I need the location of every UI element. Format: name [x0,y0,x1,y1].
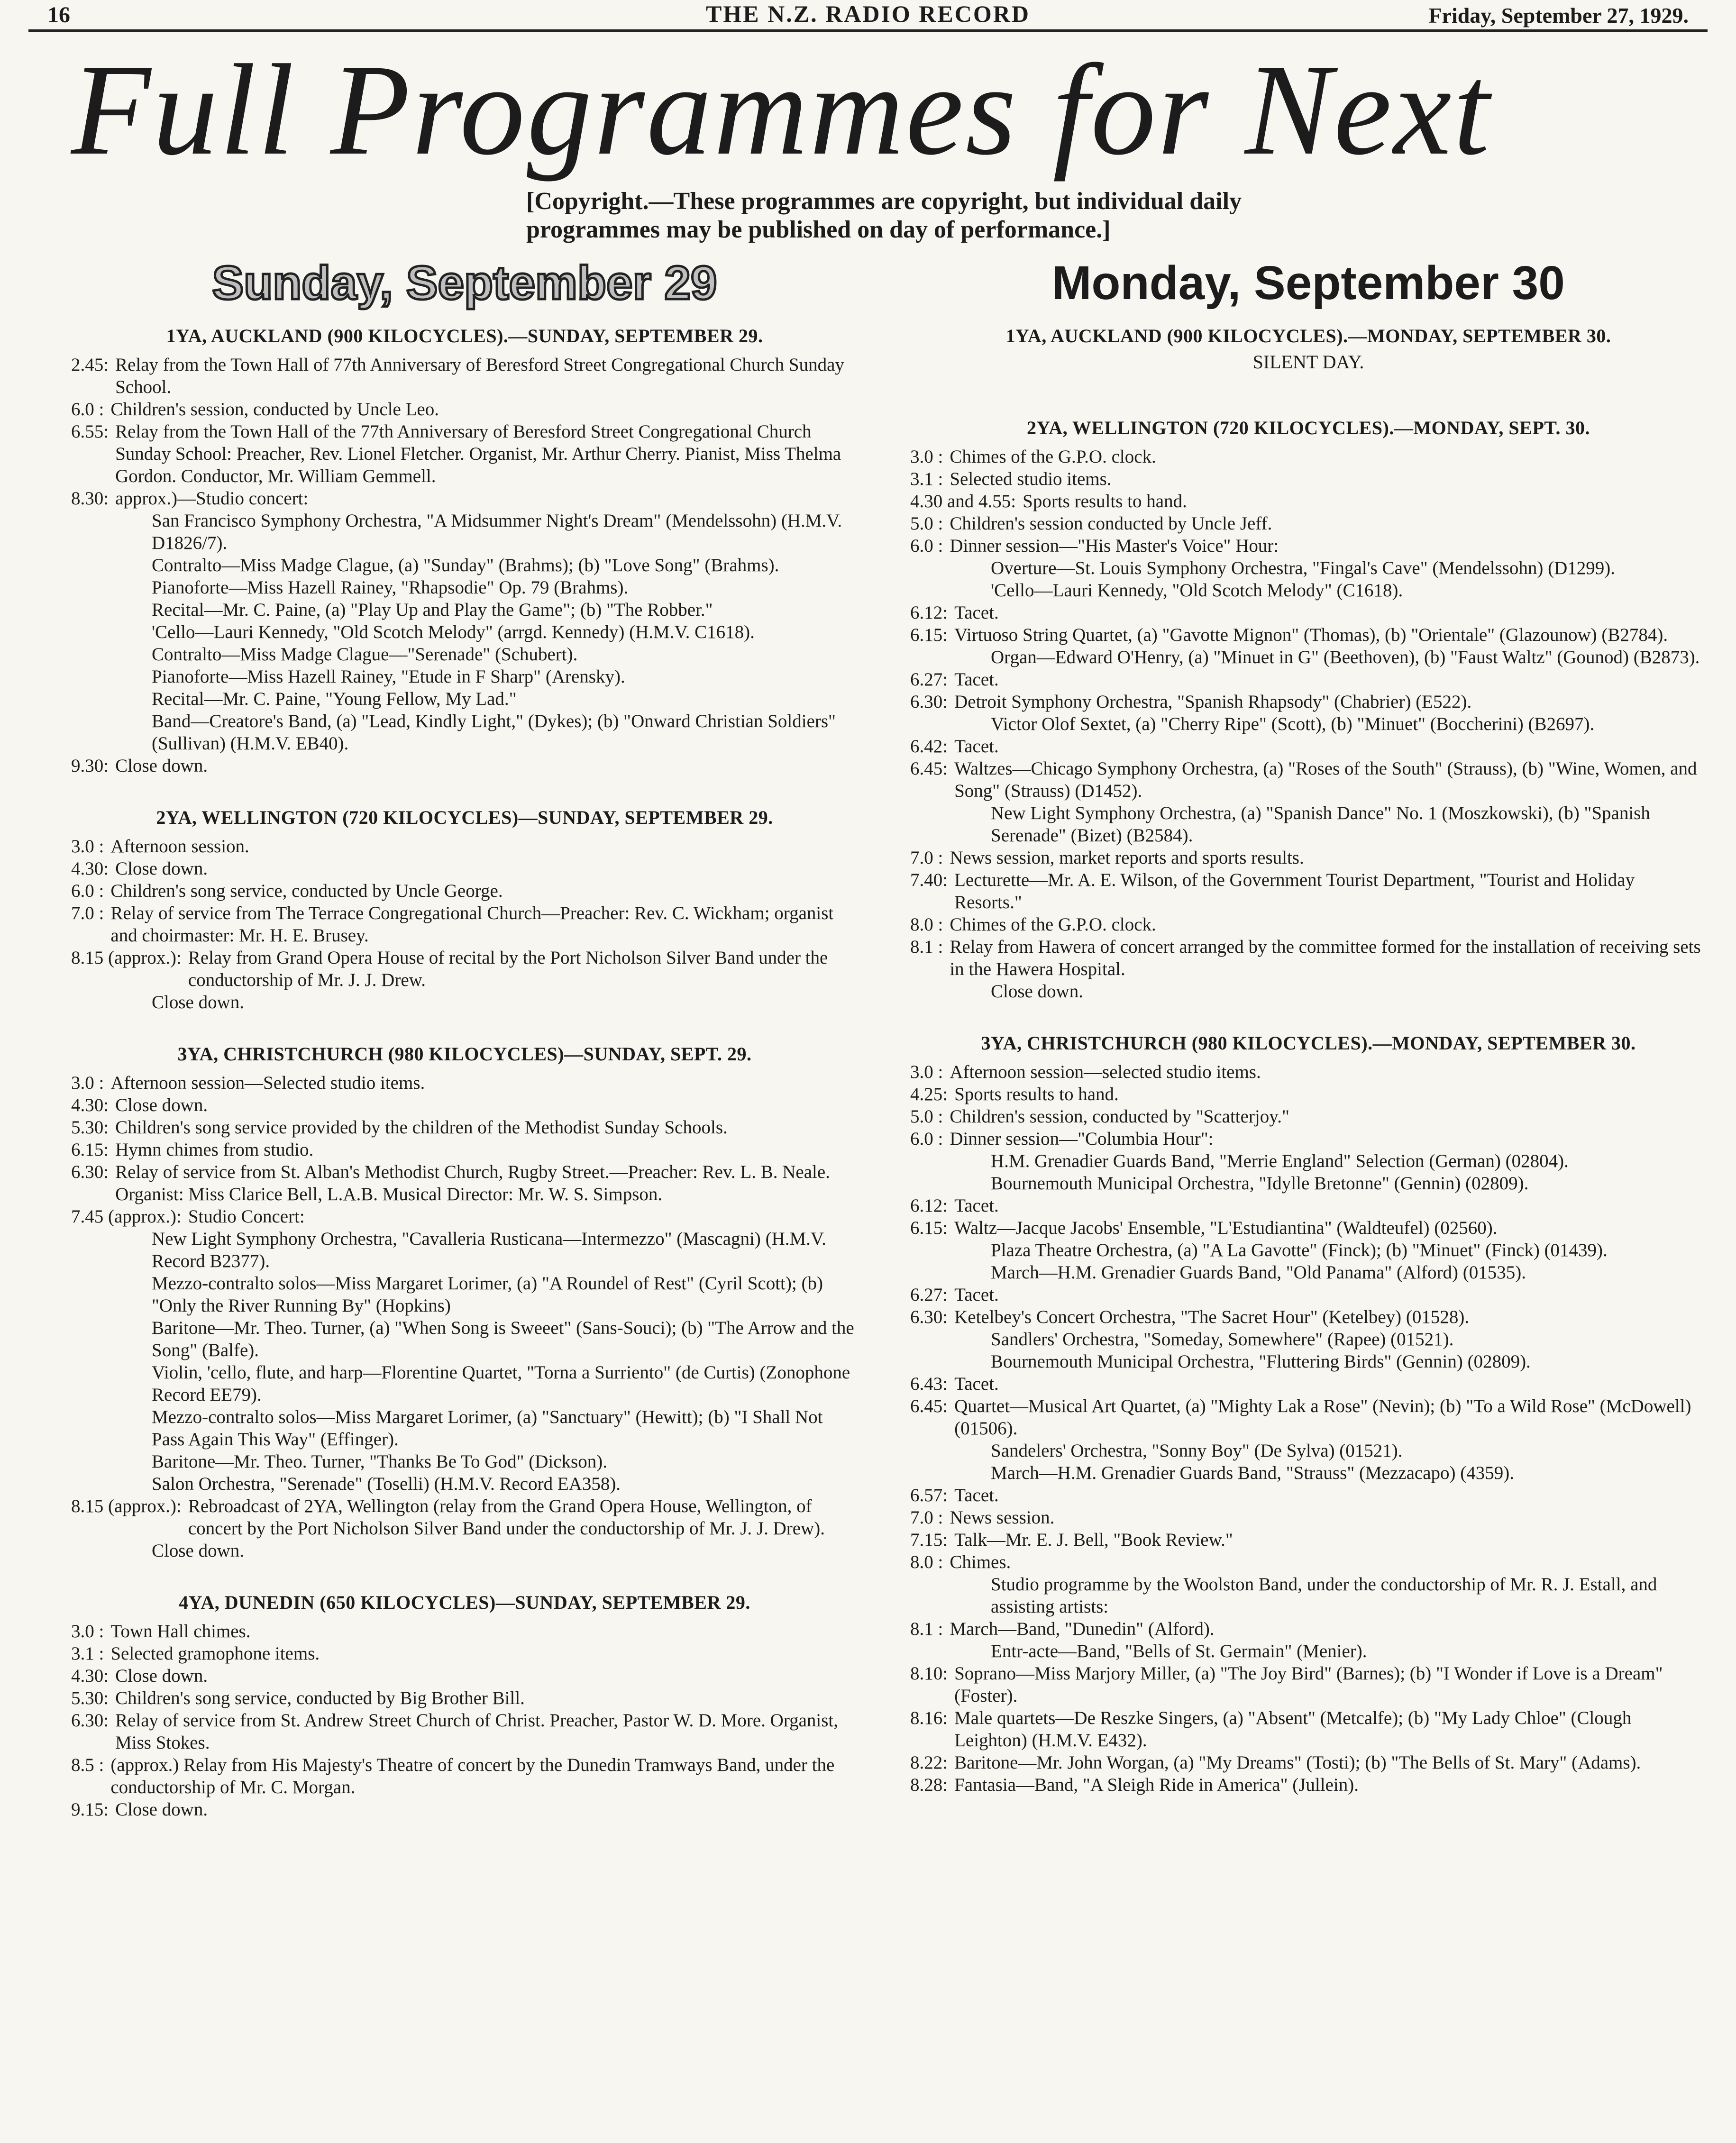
entry-time: 7.0 : [71,903,104,923]
programme-entry [71,880,858,902]
entry-time: 8.30: [71,488,109,509]
programme-entry [910,1484,1707,1506]
entry-text: Relay from the Town Hall of the 77th Anniversary of Beresford Street Congregational Church Sunday School: Preacher, Rev. Lionel Fletcher. Organist, Mr. Arthur Cherry. Pianist, Miss Thelma Gordon. Conductor, Mr. William Gemmell. [115,421,841,486]
entry-time: 5.0 : [910,513,943,534]
entry-time: 8.5 : [71,1755,104,1775]
entry-text: Lecturette—Mr. A. E. Wilson, of the Government Tourist Department, "Tourist and Holiday Resorts." [954,870,1635,912]
entry-text: News session, market reports and sports results. [950,848,1304,868]
station-heading: 2YA, WELLINGTON (720 KILOCYCLES)—SUNDAY, SEPTEMBER 29. [156,807,773,828]
station-heading: 3YA, CHRISTCHURCH (980 KILOCYCLES)—SUNDAY, SEPT. 29. [177,1043,752,1065]
programme-entry [910,913,1707,936]
entry-text: Afternoon session—Selected studio items. [110,1073,425,1093]
entry-time: 8.28: [910,1775,948,1795]
programme-entry [71,1754,858,1798]
programme-entry [910,757,1707,802]
entry-time: 8.22: [910,1752,948,1773]
entry-time: 8.15 (approx.): [71,1496,182,1516]
sunday-stations [71,325,858,1821]
programme-entry [71,1687,858,1709]
programme-item: Contralto—Miss Madge Clague, (a) "Sunday" (Brahms); (b) "Love Song" (Brahms). [152,555,779,575]
entry-time: 6.0 : [910,1129,943,1149]
programme-entry [71,1139,858,1161]
entry-time: 6.30: [910,692,948,712]
entry-time: 3.0 : [71,1621,104,1641]
section-spacer [71,1562,858,1585]
programme-item: Pianoforte—Miss Hazell Rainey, "Etude in F Sharp" (Arensky). [152,666,625,687]
programme-entry [71,857,858,880]
entry-text: Ketelbey's Concert Orchestra, "The Sacret Hour" (Ketelbey) (01528). [954,1307,1470,1327]
programme-entry [71,1094,858,1116]
entry-time: 6.15: [910,1218,948,1238]
programme-item: Studio programme by the Woolston Band, under the conductorship of Mr. R. J. Estall, and assisting artists: [991,1574,1657,1617]
programme-entry [910,1506,1707,1529]
programme-item: March—H.M. Grenadier Guards Band, "Old Panama" (Alford) (01535). [991,1262,1526,1283]
programme-entry [910,1395,1707,1440]
entry-time: 3.0 : [910,447,943,467]
programme-entry [71,487,858,510]
entry-text: Children's session, conducted by "Scatterjoy." [950,1106,1289,1127]
programme-item: H.M. Grenadier Guards Band, "Merrie England" Selection (German) (02804). [991,1151,1569,1171]
programme-item: Victor Olof Sextet, (a) "Cherry Ripe" (Scott), (b) "Minuet" (Boccherini) (B2697). [991,714,1595,734]
programme-entry [71,1072,858,1094]
programme-item: Salon Orchestra, "Serenade" (Toselli) (H.M.V. Record EA358). [152,1474,621,1494]
programme-entry [71,1798,858,1821]
programme-entry [910,1551,1707,1573]
station-note: SILENT DAY. [1252,351,1364,373]
entry-time: 6.42: [910,736,948,757]
programme-item: Recital—Mr. C. Paine, (a) "Play Up and Play the Game"; (b) "The Robber." [152,600,713,620]
entry-time: 6.27: [910,669,948,690]
entry-text: Close down. [115,1799,208,1820]
entry-text: Close down. [115,756,208,776]
entry-time: 4.30: [71,858,109,879]
programme-entry [910,1083,1707,1105]
programme-item: Organ—Edward O'Henry, (a) "Minuet in G" (Beethoven), (b) "Faust Waltz" (Gounod) (B2873). [991,647,1700,667]
programme-item: Overture—St. Louis Symphony Orchestra, "Fingal's Cave" (Mendelssohn) (D1299). [991,558,1616,578]
entry-text: Virtuoso String Quartet, (a) "Gavotte Mignon" (Thomas), (b) "Orientale" (Glazounow) (B2784). [954,625,1668,645]
entry-text: Tacet. [954,736,999,757]
entry-time: 6.30: [910,1307,948,1327]
entry-time: 2.45: [71,355,109,375]
entry-text: Relay from the Town Hall of 77th Anniversary of Beresford Street Congregational Church Sunday School. [115,355,844,397]
programme-item: Bournemouth Municipal Orchestra, "Idylle Bretonne" (Gennin) (02809). [991,1173,1529,1194]
programme-item: Sandlers' Orchestra, "Someday, Somewhere" (Rapee) (01521). [991,1329,1454,1350]
section-spacer [910,387,1707,410]
entry-time: 7.15: [910,1530,948,1550]
programme-item: Plaza Theatre Orchestra, (a) "A La Gavotte" (Finck); (b) "Minuet" (Finck) (01439). [991,1240,1608,1260]
entry-time: 7.0 : [910,1507,943,1528]
section-spacer [910,1003,1707,1025]
programme-entry [910,1707,1707,1751]
programme-entry [910,1195,1707,1217]
entry-text: Relay from Hawera of concert arranged by the committee formed for the installation of receiving sets in the Hawera Hospital. [950,937,1701,979]
masthead: THE N.Z. RADIO RECORD [706,0,1030,27]
entry-text: Quartet—Musical Art Quartet, (a) "Mighty Lak a Rose" (Nevin); (b) "To a Wild Rose" (McDowell) (01506). [954,1396,1691,1439]
programme-entry [910,535,1707,557]
programme-entry [71,398,858,420]
programme-item: Contralto—Miss Madge Clague—"Serenade" (Schubert). [152,644,578,665]
programme-item: 'Cello—Lauri Kennedy, "Old Scotch Melody" (C1618). [991,580,1403,601]
entry-time: 8.15 (approx.): [71,948,182,968]
programme-entry [910,602,1707,624]
entry-text: Children's song service, conducted by Uncle George. [110,881,503,901]
sunday-heading: Sunday, September 29 [212,256,717,310]
programme-item: 'Cello—Lauri Kennedy, "Old Scotch Melody" (arrgd. Kennedy) (H.M.V. C1618). [152,622,755,642]
entry-time: 6.45: [910,1396,948,1416]
entry-text: Baritone—Mr. John Worgan, (a) "My Dreams" (Tosti); (b) "The Bells of St. Mary" (Adams). [954,1752,1641,1773]
programme-item: March—H.M. Grenadier Guards Band, "Strauss" (Mezzacapo) (4359). [991,1463,1514,1483]
entry-text: Soprano—Miss Marjory Miller, (a) "The Joy Bird" (Barnes); (b) "I Wonder if Love is a Dream" (Foster). [954,1663,1663,1706]
entry-text: Children's song service, conducted by Big Brother Bill. [115,1688,525,1708]
entry-time: 9.30: [71,756,109,776]
programme-entry [910,490,1707,512]
entry-time: 3.0 : [71,1073,104,1093]
programme-item: Bournemouth Municipal Orchestra, "Fluttering Birds" (Gennin) (02809). [991,1351,1531,1372]
programme-entry [71,835,858,857]
section-spacer [71,1013,858,1036]
entry-text: Children's session, conducted by Uncle Leo. [110,399,439,419]
entry-time: 6.30: [71,1710,109,1731]
programme-entry [910,1284,1707,1306]
entry-text: Children's song service provided by the children of the Methodist Sunday Schools. [115,1117,728,1138]
programme-entry [71,1642,858,1665]
programme-entry [910,1662,1707,1707]
programme-item: Mezzo-contralto solos—Miss Margaret Lorimer, (a) "Sanctuary" (Hewitt); (b) "I Shall Not Pass Again This Way" (Effinger). [152,1407,823,1450]
programme-entry [910,1061,1707,1083]
programme-item: San Francisco Symphony Orchestra, "A Midsummer Night's Dream" (Mendelssohn) (H.M.V. D1826/7). [152,511,842,553]
entry-text: Tacet. [954,669,999,690]
programme-entry [71,1620,858,1642]
programme-entry [71,1709,858,1754]
programme-entry [910,468,1707,490]
programme-entry [71,755,858,777]
entry-text: Fantasia—Band, "A Sleigh Ride in America" (Jullein). [954,1775,1359,1795]
entry-time: 5.30: [71,1688,109,1708]
programme-entry [910,1217,1707,1239]
entry-text: Tacet. [954,1485,999,1505]
entry-text: Afternoon session—selected studio items. [950,1062,1261,1082]
entry-time: 6.12: [910,1195,948,1216]
entry-text: March—Band, "Dunedin" (Alford). [950,1619,1215,1639]
entry-text: Detroit Symphony Orchestra, "Spanish Rhapsody" (Chabrier) (E522). [954,692,1472,712]
entry-time: 6.45: [910,758,948,779]
programme-entry [910,1618,1707,1640]
entry-text: Tacet. [954,1285,999,1305]
programme-entry [910,1306,1707,1328]
entry-text: approx.)—Studio concert: [115,488,309,509]
entry-text: Waltz—Jacque Jacobs' Ensemble, "L'Estudiantina" (Waldteufel) (02560). [954,1218,1498,1238]
entry-text: Afternoon session. [110,836,249,857]
entry-time: 4.30: [71,1666,109,1686]
programme-entry [71,1665,858,1687]
programme-item: New Light Symphony Orchestra, "Cavalleria Rusticana—Intermezzo" (Mascagni) (H.M.V. Record B2377). [152,1229,826,1271]
programme-item: New Light Symphony Orchestra, (a) "Spanish Dance" No. 1 (Moszkowski), (b) "Spanish Serenade" (Bizet) (B2584). [991,803,1650,846]
programme-entry [71,420,858,487]
page-banner: Full Programmes for Next [71,38,1491,182]
entry-text: (approx.) Relay from His Majesty's Theatre of concert by the Dunedin Tramways Band, under the conductorship of Mr. C. Morgan. [110,1755,835,1797]
copyright-notice: [Copyright.—These programmes are copyright, but individual daily programmes may be published on day of performance.] [526,188,1242,243]
page-header [28,0,1708,32]
entry-text: News session. [950,1507,1055,1528]
programme-item: Violin, 'cello, flute, and harp—Florentine Quartet, "Torna a Surriento" (de Curtis) (Zonophone Record EE79). [152,1362,850,1405]
programme-entry [910,691,1707,713]
programme-entry [910,936,1707,980]
station-heading: 3YA, CHRISTCHURCH (980 KILOCYCLES).—MONDAY, SEPTEMBER 30. [981,1032,1636,1054]
station-heading: 4YA, DUNEDIN (650 KILOCYCLES)—SUNDAY, SEPTEMBER 29. [179,1592,750,1613]
entry-text: Male quartets—De Reszke Singers, (a) "Absent" (Metcalfe); (b) "My Lady Chloe" (Clough Leighton) (H.M.V. E432). [954,1708,1632,1751]
programme-item: Mezzo-contralto solos—Miss Margaret Lorimer, (a) "A Roundel of Rest" (Cyril Scott); (b) "Only the River Running By" (Hopkins) [152,1273,823,1316]
entry-text: Town Hall chimes. [110,1621,251,1641]
entry-time: 5.0 : [910,1106,943,1127]
entry-text: Relay from Grand Opera House of recital by the Port Nicholson Silver Band under the conductorship of Mr. J. J. Drew. [188,948,828,990]
station-heading: 1YA, AUCKLAND (900 KILOCYCLES).—SUNDAY, SEPTEMBER 29. [166,325,763,347]
entry-time: 6.15: [71,1140,109,1160]
programme-item: Close down. [152,992,244,1012]
entry-text: Relay of service from St. Alban's Methodist Church, Rugby Street.—Preacher: Rev. L. B. Neale. Organist: Miss Clarice Bell, L.A.B. Musical Director: Mr. W. S. Simpson. [115,1162,830,1204]
entry-text: Talk—Mr. E. J. Bell, "Book Review." [954,1530,1233,1550]
entry-text: Chimes of the G.P.O. clock. [950,914,1156,935]
entry-text: Chimes of the G.P.O. clock. [950,447,1156,467]
entry-text: Rebroadcast of 2YA, Wellington (relay from the Grand Opera House, Wellington, of concert by the Port Nicholson Silver Band under the conductorship of Mr. J. J. Drew). [188,1496,825,1539]
entry-time: 9.15: [71,1799,109,1820]
entry-time: 4.30 and 4.55: [910,491,1016,511]
entry-time: 6.15: [910,625,948,645]
station-heading: 1YA, AUCKLAND (900 KILOCYCLES).—MONDAY, SEPTEMBER 30. [1005,325,1611,347]
programme-entry [910,1751,1707,1774]
programme-entry [910,1128,1707,1150]
entry-text: Sports results to hand. [954,1084,1119,1104]
programme-entry [71,1205,858,1228]
programme-entry [910,1774,1707,1796]
programme-entry [71,1116,858,1139]
programme-entry [910,1529,1707,1551]
entry-time: 4.30: [71,1095,109,1115]
entry-time: 6.0 : [71,881,104,901]
programme-entry [910,1105,1707,1128]
entry-time: 6.57: [910,1485,948,1505]
entry-time: 7.0 : [910,848,943,868]
entry-time: 4.25: [910,1084,948,1104]
programme-item: Recital—Mr. C. Paine, "Young Fellow, My Lad." [152,689,517,709]
entry-time: 5.30: [71,1117,109,1138]
entry-text: Close down. [115,1666,208,1686]
entry-text: Close down. [115,1095,208,1115]
programme-entry [910,668,1707,691]
programme-item: Close down. [152,1541,244,1561]
programme-entry [910,446,1707,468]
entry-time: 6.12: [910,602,948,623]
programme-entry [910,512,1707,535]
entry-text: Close down. [115,858,208,879]
entry-text: Chimes. [950,1552,1011,1572]
issue-date: Friday, September 27, 1929. [1428,3,1689,27]
programme-item: Baritone—Mr. Theo. Turner, (a) "When Song is Sweeet" (Sans-Souci); (b) "The Arrow and the Song" (Balfe). [152,1318,854,1360]
entry-time: 3.1 : [910,469,943,489]
entry-time: 7.45 (approx.): [71,1206,182,1227]
programme-entry [910,869,1707,913]
section-spacer [71,777,858,800]
entry-time: 8.10: [910,1663,948,1684]
programme-entry [71,902,858,947]
entry-time: 6.30: [71,1162,109,1182]
entry-time: 8.16: [910,1708,948,1728]
entry-text: Relay of service from St. Andrew Street Church of Christ. Preacher, Pastor W. D. More. Organist, Miss Stokes. [115,1710,839,1753]
entry-text: Dinner session—"His Master's Voice" Hour: [950,536,1279,556]
entry-time: 3.0 : [71,836,104,857]
entry-text: Selected gramophone items. [110,1643,320,1664]
entry-text: Selected studio items. [950,469,1112,489]
entry-time: 6.0 : [910,536,943,556]
entry-time: 3.0 : [910,1062,943,1082]
monday-column [910,256,1707,1796]
entry-text: Hymn chimes from studio. [115,1140,314,1160]
entry-text: Dinner session—"Columbia Hour": [950,1129,1214,1149]
entry-time: 8.1 : [910,1619,943,1639]
station-heading: 2YA, WELLINGTON (720 KILOCYCLES).—MONDAY, SEPT. 30. [1027,417,1590,438]
programme-entry [910,624,1707,646]
programme-entry [910,847,1707,869]
entry-text: Tacet. [954,602,999,623]
programme-entry [71,1161,858,1205]
entry-text: Children's session conducted by Uncle Jeff. [950,513,1272,534]
entry-time: 3.1 : [71,1643,104,1664]
programme-item: Baritone—Mr. Theo. Turner, "Thanks Be To God" (Dickson). [152,1451,607,1472]
entry-text: Studio Concert: [188,1206,305,1227]
programme-entry [71,1495,858,1540]
entry-text: Sports results to hand. [1023,491,1187,511]
programme-entry [910,1373,1707,1395]
entry-time: 6.55: [71,421,109,442]
programme-entry [910,735,1707,757]
programme-item: Pianoforte—Miss Hazell Rainey, "Rhapsodie" Op. 79 (Brahms). [152,577,629,598]
entry-time: 8.1 : [910,937,943,957]
programme-item: Close down. [991,981,1083,1002]
entry-time: 7.40: [910,870,948,890]
programme-item: Sandelers' Orchestra, "Sonny Boy" (De Sylva) (01521). [991,1441,1403,1461]
entry-time: 6.43: [910,1374,948,1394]
monday-stations [910,325,1707,1796]
programme-item: Band—Creatore's Band, (a) "Lead, Kindly Light," (Dykes); (b) "Onward Christian Soldiers" (Sullivan) (H.M.V. EB40). [152,711,836,754]
entry-time: 6.0 : [71,399,104,419]
monday-heading: Monday, September 30 [1052,256,1565,310]
programme-entry [71,354,858,398]
entry-text: Relay of service from The Terrace Congregational Church—Preacher: Rev. C. Wickham; organist and choirmaster: Mr. H. E. Brusey. [110,903,834,946]
entry-text: Tacet. [954,1195,999,1216]
programme-entry [71,947,858,991]
sunday-column [71,256,858,1821]
entry-text: Tacet. [954,1374,999,1394]
entry-text: Waltzes—Chicago Symphony Orchestra, (a) "Roses of the South" (Strauss), (b) "Wine, Women, and Song" (Strauss) (D1452). [954,758,1697,801]
entry-time: 8.0 : [910,914,943,935]
page-number: 16 [47,2,70,27]
programme-item: Entr-acte—Band, "Bells of St. Germain" (Menier). [991,1641,1367,1661]
entry-time: 8.0 : [910,1552,943,1572]
entry-time: 6.27: [910,1285,948,1305]
